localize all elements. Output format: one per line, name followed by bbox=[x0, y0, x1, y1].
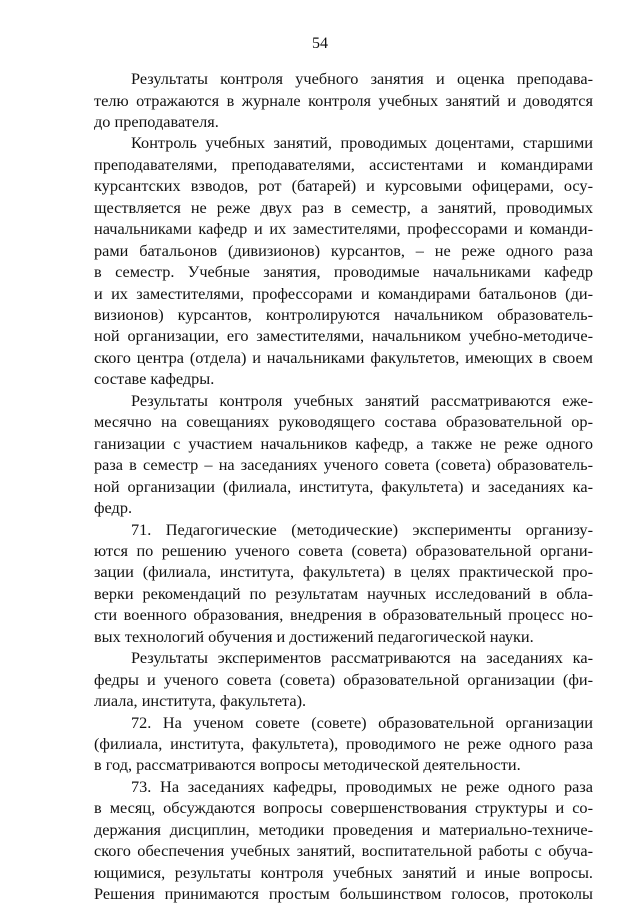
text-line: телю отражаются в журнале контроля учебных занятий и доводятся bbox=[94, 90, 593, 110]
text-line: в год, рассматриваются вопросы методической деятельности. bbox=[94, 755, 521, 775]
text-line: до преподавателя. bbox=[94, 111, 219, 131]
text-line: 73. На заседаниях кафедры, проводимых не реже одного раза bbox=[131, 776, 593, 796]
text-line: 71. Педагогические (методические) эксперименты организу- bbox=[131, 519, 593, 539]
text-line: ющимися, результаты контроля учебных занятий и иные вопросы. bbox=[94, 862, 593, 882]
text-line: ганизации с участием начальников кафедр, а также не реже одного bbox=[94, 433, 593, 453]
text-line: Решения принимаются простым большинством голосов, протоколы bbox=[94, 884, 593, 904]
text-line: вых технологий обучения и достижений педагогической науки. bbox=[94, 626, 534, 646]
text-line: в месяц, обсуждаются вопросы совершенствования структуры и со- bbox=[94, 798, 593, 818]
text-line: составе кафедры. bbox=[94, 369, 215, 389]
text-line: лиала, института, факультета). bbox=[94, 691, 307, 710]
page-number: 54 bbox=[312, 35, 328, 52]
text-line: зации (филиала, института, факультета) в целях практической про- bbox=[94, 562, 593, 582]
text-line: держания дисциплин, методики проведения и материально-техниче- bbox=[94, 819, 593, 839]
text-line: ются по решению ученого совета (совета) образовательной органи- bbox=[94, 540, 593, 560]
text-line: Контроль учебных занятий, проводимых доцентами, старшими bbox=[131, 133, 593, 153]
text-line: преподавателями, преподавателями, ассистентами и командирами bbox=[94, 154, 593, 174]
text-line: верки рекомендаций по результатам научных исследований в обла- bbox=[94, 583, 593, 603]
text-line: ществляется не реже двух раз в семестр, а занятий, проводимых bbox=[94, 197, 593, 217]
text-line: Результаты контроля учебных занятий рассматриваются еже- bbox=[131, 390, 593, 410]
text-line: месячно на совещаниях руководящего состава образовательной ор- bbox=[94, 412, 593, 432]
text-line: ной организации, его заместителями, начальником учебно-методиче- bbox=[94, 326, 593, 346]
text-line: раза в семестр – на заседаниях ученого совета (совета) образователь- bbox=[94, 455, 593, 475]
text-line: и их заместителями, профессорами и командирами батальонов (ди- bbox=[94, 283, 593, 303]
text-line: ной организации (филиала, института, факультета) и заседаниях ка- bbox=[94, 476, 593, 496]
text-line: ского центра (отдела) и начальниками факультетов, имеющих в своем bbox=[94, 347, 593, 367]
text-line: начальниками кафедр и их заместителями, профессорами и команди- bbox=[94, 219, 593, 239]
text-line: ского обеспечения учебных занятий, воспитательной работы с обуча- bbox=[94, 841, 593, 861]
text-line: (филиала, института, факультета), проводимого не реже одного раза bbox=[94, 733, 593, 753]
text-line: сти военного образования, внедрения в образовательный процесс но- bbox=[94, 605, 593, 625]
text-line: 72. На ученом совете (совете) образовательной организации bbox=[131, 712, 593, 732]
text-line: Результаты экспериментов рассматриваются на заседаниях ка- bbox=[131, 648, 593, 668]
text-line: рами батальонов (дивизионов) курсантов, – не реже одного раза bbox=[94, 240, 593, 260]
text-line: в семестр. Учебные занятия, проводимые начальниками кафедр bbox=[94, 262, 593, 281]
text-line: федры и ученого совета (совета) образовательной организации (фи- bbox=[94, 669, 593, 689]
text-line: визионов) курсантов, контролируются начальником образователь- bbox=[94, 304, 593, 324]
text-line: курсантских взводов, рот (батарей) и курсовыми офицерами, осу- bbox=[94, 176, 593, 196]
text-line: Результаты контроля учебного занятия и оценка преподава- bbox=[131, 69, 593, 88]
text-line: федр. bbox=[94, 498, 133, 517]
